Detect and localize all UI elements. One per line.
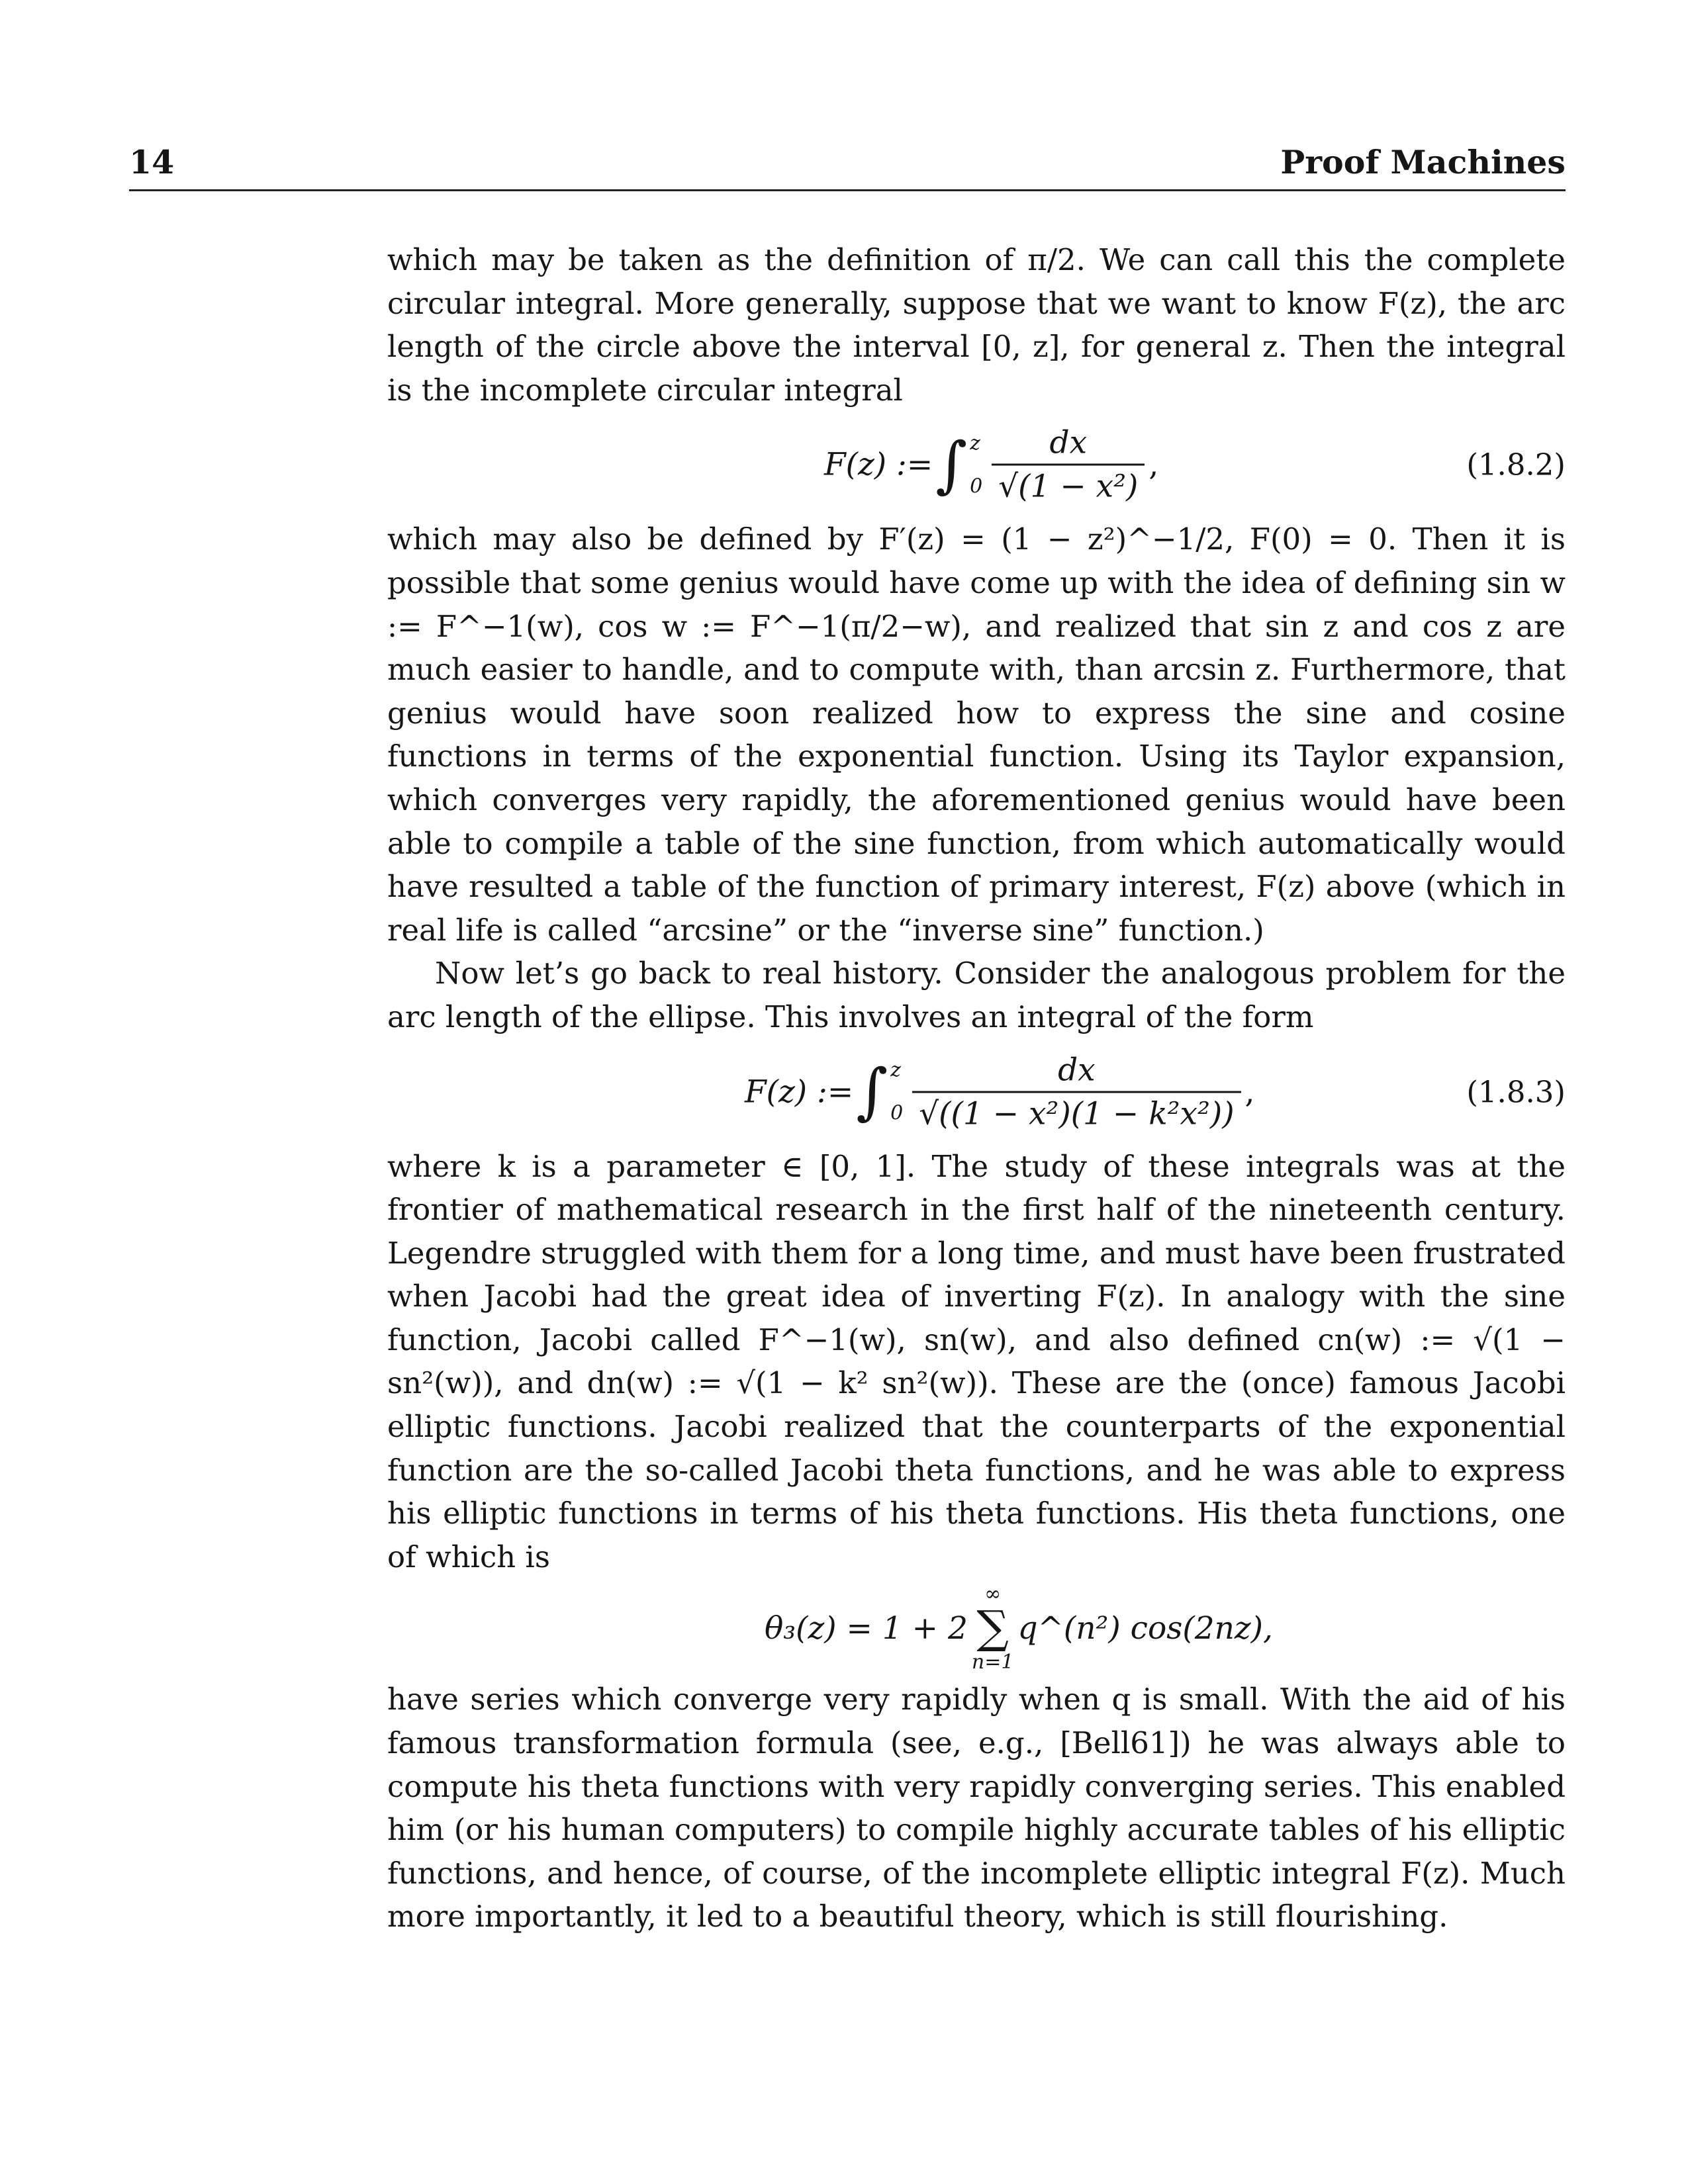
eq-1-8-3-numerator: dx <box>1058 1052 1096 1088</box>
eq-1-8-3-trail: , <box>1244 1073 1255 1110</box>
equation-1-8-3-body <box>745 1052 1255 1132</box>
eq-1-8-2-denominator: √(1 − x²) <box>992 464 1145 505</box>
eq-1-8-2-upper-limit: z <box>970 432 980 455</box>
sigma-icon: ∑ <box>976 1602 1009 1655</box>
equation-1-8-2 <box>387 412 1566 518</box>
eq-1-8-2-numerator: dx <box>1049 424 1088 461</box>
sum-lower-limit: n=1 <box>971 1651 1014 1674</box>
equation-1-8-3 <box>387 1039 1566 1145</box>
eq-1-8-3-limits <box>890 1059 903 1125</box>
running-title: Proof Machines <box>1280 143 1566 181</box>
paragraph-4: where k is a parameter ∈ [0, 1]. The study of these integrals was at the frontier of mathematical research in the first half of the nineteenth century. Legendre struggled with them for a long time, and must have been frustrated when Jacobi had the great idea of inverting F(z). In analogy with the sine function, Jacobi called F^−1(w), sn(w), and also defined cn(w) := √(1 − sn²(w)), and dn(w) := √(1 − k² sn²(w)). These are the (once) famous Jacobi elliptic functions. Jacobi realized that the counterparts of the exponential function are the so-called Jacobi theta functions, and he was able to express his elliptic functions in terms of his theta functions. His theta functions, one of which is <box>387 1148 1566 1574</box>
sum-upper-limit: ∞ <box>984 1582 1002 1606</box>
eq-theta-term: q^(n²) cos(2nz), <box>1017 1610 1273 1647</box>
equation-label-1-8-3: (1.8.3) <box>1466 1074 1566 1109</box>
eq-1-8-2-lhs: F(z) := <box>824 446 933 483</box>
eq-1-8-3-upper-limit: z <box>890 1058 901 1082</box>
equation-theta <box>387 1578 1566 1678</box>
integral-sign-icon: ∫ <box>935 429 968 500</box>
paragraph-1: which may be taken as the definition of π/2. We can call this the complete circular integral. More generally, suppose that we want to know F(z), the arc length of the circle above the interval [0, z], for general z. Then the integral is the incomplete circular integral <box>387 242 1566 408</box>
paragraph-5: have series which converge very rapidly when q is small. With the aid of his famous transformation formula (see, e.g., [Bell61]) he was always able to compute his theta functions with very rapidly converging series. This enabled him (or his human computers) to compile highly accurate tables of his elliptic functions, and hence, of course, of the incomplete elliptic integral F(z). Much more importantly, it led to a beautiful theory, which is still flourishing. <box>387 1682 1566 1934</box>
page-number: 14 <box>129 143 175 181</box>
equation-theta-body <box>765 1582 1273 1674</box>
paragraph-3: Now let’s go back to real history. Consider the analogous problem for the arc length of the ellipse. This involves an integral of the form <box>387 956 1566 1034</box>
eq-1-8-2-trail: , <box>1149 446 1159 483</box>
summation <box>972 1582 1014 1674</box>
eq-1-8-2-fraction <box>992 425 1145 505</box>
eq-1-8-3-denominator: √((1 − x²)(1 − k²x²)) <box>912 1091 1241 1132</box>
integral-sign-icon: ∫ <box>856 1056 888 1127</box>
eq-1-8-3-lhs: F(z) := <box>745 1073 854 1110</box>
running-header <box>129 144 1566 191</box>
equation-label-1-8-2: (1.8.2) <box>1466 447 1566 482</box>
eq-1-8-3-lower-limit: 0 <box>890 1101 904 1125</box>
eq-1-8-2-limits <box>970 432 982 498</box>
eq-theta-lhs: θ₃(z) = 1 + 2 <box>765 1610 968 1647</box>
page-body <box>387 238 1566 1938</box>
eq-1-8-3-fraction <box>912 1052 1241 1132</box>
equation-1-8-2-body <box>824 425 1158 505</box>
paragraph-2: which may also be defined by F′(z) = (1 − z²)^−1/2, F(0) = 0. Then it is possible that some genius would have come up with the idea of defining sin w := F^−1(w), cos w := F^−1(π/2−w), and realized that sin z and cos z are much easier to handle, and to compute with, than arcsin z. Furthermore, that genius would have soon realized how to express the sine and cosine functions in terms of the exponential function. Using its Taylor expansion, which converges very rapidly, the aforementioned genius would have been able to compile a table of the sine function, from which automatically would have resulted a table of the function of primary interest, F(z) above (which in real life is called “arcsine” or the “inverse sine” function.) <box>387 522 1566 948</box>
eq-1-8-2-lower-limit: 0 <box>970 475 983 498</box>
